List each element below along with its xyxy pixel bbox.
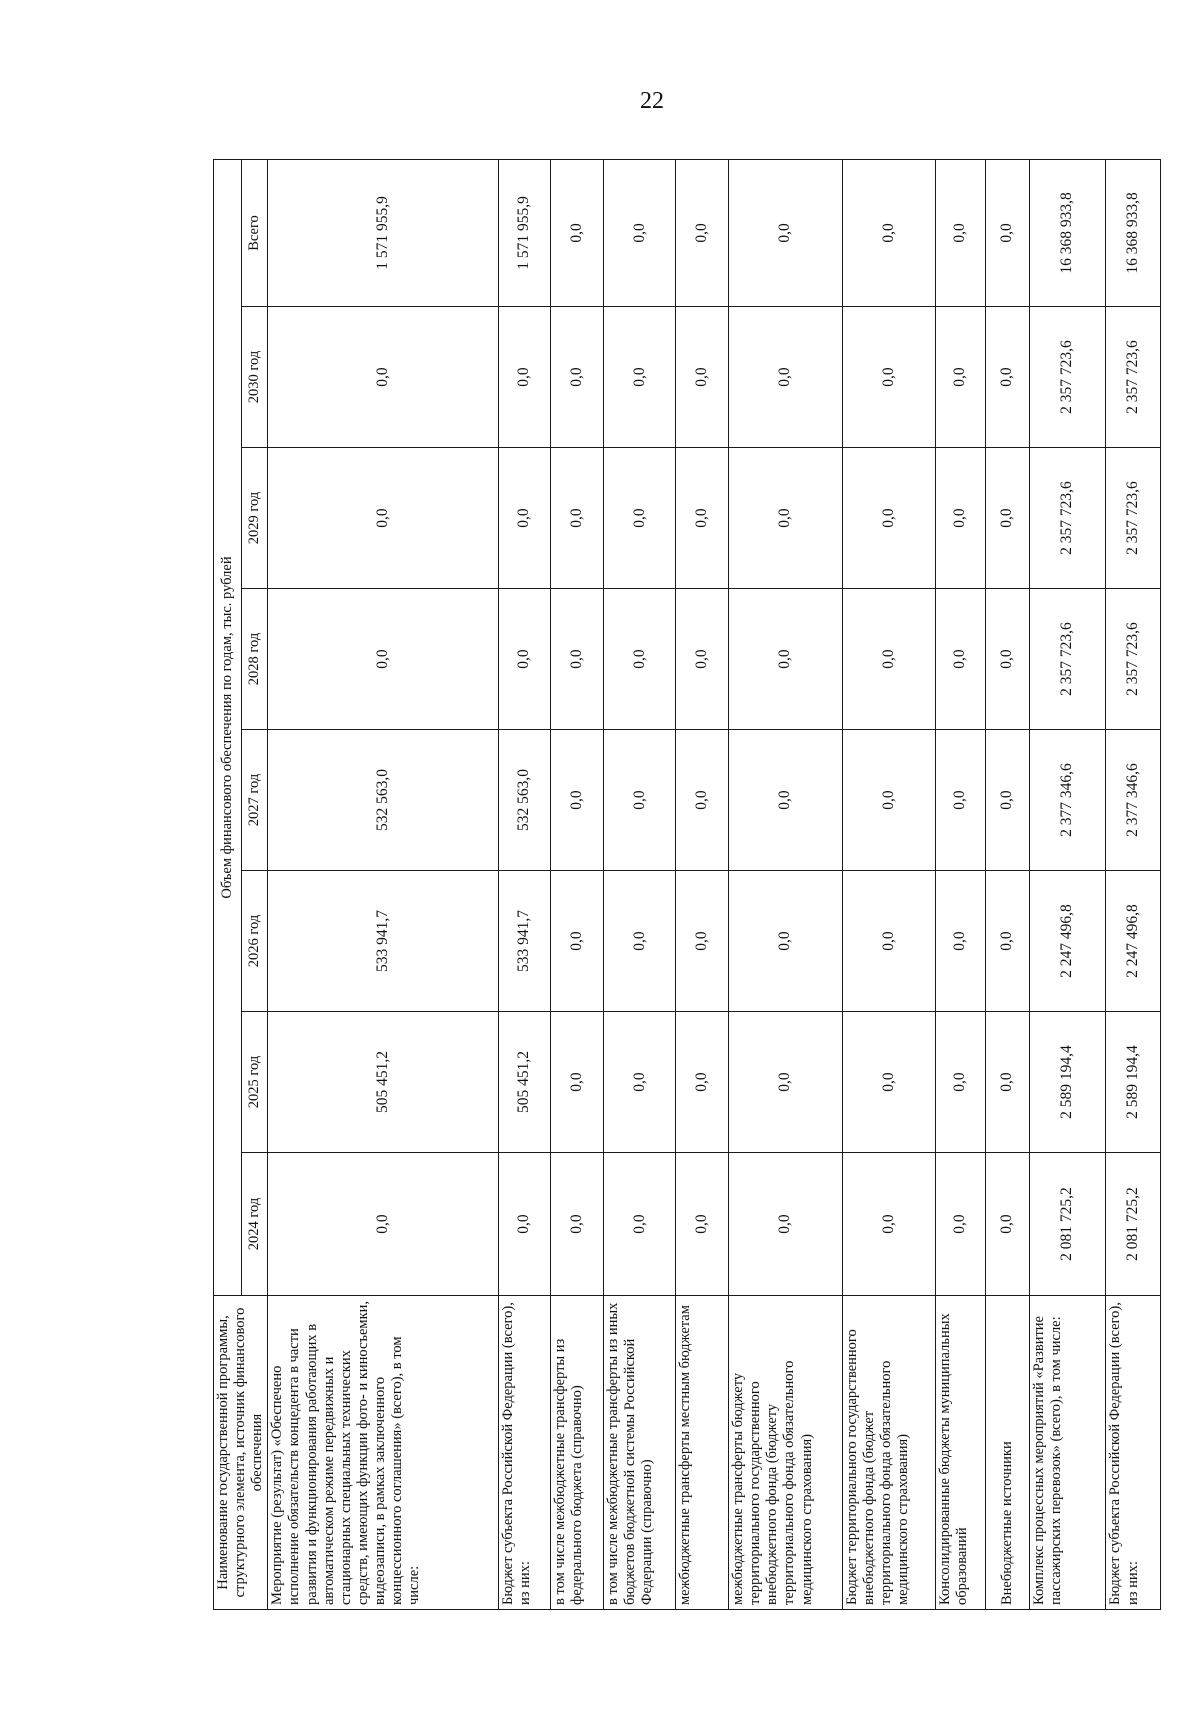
cell-value: 0,0 <box>268 307 498 448</box>
cell-value: 0,0 <box>843 1153 936 1296</box>
rotated-table-container <box>213 160 1158 1610</box>
row-name: Мероприятие (результат) «Обеспечено исполнение обязательств концедента в части развития и функционирования работающих в автоматическом режиме передвижных и стационарных специальных технических средств, имеющих функции фото- и киносъемки, видеозаписи, в рамках заключенного концессионного соглашения» (всего), в том числе: <box>268 1296 498 1610</box>
cell-value: 2 247 496,8 <box>1029 871 1106 1012</box>
cell-value: 0,0 <box>936 448 985 589</box>
cell-value: 0,0 <box>843 730 936 871</box>
header-year-2027: 2027 год <box>241 730 268 871</box>
cell-value: 2 357 723,6 <box>1106 589 1161 730</box>
header-year-2028: 2028 год <box>241 589 268 730</box>
header-year-2029: 2029 год <box>241 448 268 589</box>
table-row <box>985 159 1029 1609</box>
cell-value: 2 081 725,2 <box>1106 1153 1161 1296</box>
cell-value: 0,0 <box>604 448 676 589</box>
cell-value: 0,0 <box>604 159 676 306</box>
cell-value: 0,0 <box>843 448 936 589</box>
cell-value: 16 368 933,8 <box>1106 159 1161 306</box>
cell-value: 0,0 <box>843 871 936 1012</box>
cell-value: 0,0 <box>843 1012 936 1153</box>
cell-value: 0,0 <box>843 589 936 730</box>
cell-value: 533 941,7 <box>268 871 498 1012</box>
cell-value: 2 357 723,6 <box>1029 307 1106 448</box>
cell-value: 0,0 <box>985 871 1029 1012</box>
cell-value: 532 563,0 <box>268 730 498 871</box>
cell-value: 2 589 194,4 <box>1029 1012 1106 1153</box>
cell-value: 0,0 <box>604 1012 676 1153</box>
cell-value: 0,0 <box>985 589 1029 730</box>
table-row <box>729 159 843 1609</box>
cell-value: 0,0 <box>551 871 604 1012</box>
cell-value: 0,0 <box>843 307 936 448</box>
cell-value: 2 589 194,4 <box>1106 1012 1161 1153</box>
cell-value: 0,0 <box>268 1153 498 1296</box>
row-name: Бюджет территориального государственного внебюджетного фонда (бюджет территориального фонда обязательного медицинского страхования) <box>843 1296 936 1610</box>
table-row <box>936 159 985 1609</box>
row-name: в том числе межбюджетные трансферты из федерального бюджета (справочно) <box>551 1296 604 1610</box>
cell-value: 0,0 <box>551 589 604 730</box>
page-number: 22 <box>640 88 664 114</box>
cell-value: 0,0 <box>498 307 551 448</box>
header-year-2026: 2026 год <box>241 871 268 1012</box>
row-name: Внебюджетные источники <box>985 1296 1029 1610</box>
cell-value: 0,0 <box>729 1153 843 1296</box>
cell-value: 0,0 <box>551 1153 604 1296</box>
cell-value: 0,0 <box>268 589 498 730</box>
cell-value: 0,0 <box>729 589 843 730</box>
cell-value: 0,0 <box>551 307 604 448</box>
cell-value: 0,0 <box>985 307 1029 448</box>
cell-value: 0,0 <box>936 871 985 1012</box>
cell-value: 0,0 <box>936 730 985 871</box>
cell-value: 1 571 955,9 <box>268 159 498 306</box>
cell-value: 0,0 <box>985 730 1029 871</box>
cell-value: 0,0 <box>604 730 676 871</box>
cell-value: 0,0 <box>268 448 498 589</box>
cell-value: 0,0 <box>676 730 729 871</box>
cell-value: 0,0 <box>936 307 985 448</box>
cell-value: 0,0 <box>676 307 729 448</box>
cell-value: 2 377 346,6 <box>1029 730 1106 871</box>
table-row <box>843 159 936 1609</box>
table-row <box>268 159 498 1609</box>
cell-value: 0,0 <box>498 589 551 730</box>
table-row <box>604 159 676 1609</box>
table-row <box>676 159 729 1609</box>
cell-value: 2 357 723,6 <box>1029 448 1106 589</box>
cell-value: 2 357 723,6 <box>1029 589 1106 730</box>
cell-value: 0,0 <box>729 730 843 871</box>
cell-value: 0,0 <box>676 448 729 589</box>
cell-value: 2 357 723,6 <box>1106 307 1161 448</box>
cell-value: 0,0 <box>604 589 676 730</box>
cell-value: 0,0 <box>551 730 604 871</box>
cell-value: 2 377 346,6 <box>1106 730 1161 871</box>
table-row <box>498 159 551 1609</box>
cell-value: 2 081 725,2 <box>1029 1153 1106 1296</box>
cell-value: 0,0 <box>676 589 729 730</box>
cell-value: 0,0 <box>498 1153 551 1296</box>
cell-value: 533 941,7 <box>498 871 551 1012</box>
cell-value: 0,0 <box>604 1153 676 1296</box>
row-name: межбюджетные трансферты местным бюджетам <box>676 1296 729 1610</box>
cell-value: 0,0 <box>936 1153 985 1296</box>
header-year-2024: 2024 год <box>241 1153 268 1296</box>
cell-value: 16 368 933,8 <box>1029 159 1106 306</box>
cell-value: 532 563,0 <box>498 730 551 871</box>
row-name: Консолидированные бюджеты муниципальных образований <box>936 1296 985 1610</box>
cell-value: 0,0 <box>985 1012 1029 1153</box>
cell-value: 0,0 <box>676 871 729 1012</box>
cell-value: 0,0 <box>498 448 551 589</box>
cell-value: 0,0 <box>985 448 1029 589</box>
row-name: в том числе межбюджетные трансферты из иных бюджетов бюджетной системы Российской Федерации (справочно) <box>604 1296 676 1610</box>
cell-value: 0,0 <box>551 1012 604 1153</box>
cell-value: 1 571 955,9 <box>498 159 551 306</box>
cell-value: 0,0 <box>936 1012 985 1153</box>
cell-value: 0,0 <box>985 159 1029 306</box>
cell-value: 2 357 723,6 <box>1106 448 1161 589</box>
table-row <box>551 159 604 1609</box>
cell-value: 505 451,2 <box>268 1012 498 1153</box>
table-row <box>1029 159 1106 1609</box>
header-name-column: Наименование государственной программы, структурного элемента, источник финансового обеспечения <box>214 1296 268 1610</box>
cell-value: 0,0 <box>551 448 604 589</box>
cell-value: 0,0 <box>604 871 676 1012</box>
cell-value: 0,0 <box>729 1012 843 1153</box>
row-name: Комплекс процессных мероприятий «Развитие пассажирских перевозок» (всего), в том числе: <box>1029 1296 1106 1610</box>
row-name: межбюджетные трансферты бюджету территориального государственного внебюджетного фонда (бюджету территориального фонда обязательного медицинского страхования) <box>729 1296 843 1610</box>
cell-value: 0,0 <box>936 159 985 306</box>
cell-value: 0,0 <box>604 307 676 448</box>
cell-value: 0,0 <box>729 448 843 589</box>
header-total: Всего <box>241 159 268 306</box>
header-year-2025: 2025 год <box>241 1012 268 1153</box>
cell-value: 0,0 <box>729 871 843 1012</box>
cell-value: 2 247 496,8 <box>1106 871 1161 1012</box>
cell-value: 0,0 <box>843 159 936 306</box>
row-name: Бюджет субъекта Российской Федерации (всего), из них: <box>498 1296 551 1610</box>
cell-value: 0,0 <box>729 307 843 448</box>
cell-value: 0,0 <box>729 159 843 306</box>
cell-value: 0,0 <box>676 1012 729 1153</box>
header-funding-group: Объем финансового обеспечения по годам, тыс. рублей <box>214 159 242 1295</box>
cell-value: 505 451,2 <box>498 1012 551 1153</box>
cell-value: 0,0 <box>985 1153 1029 1296</box>
cell-value: 0,0 <box>676 1153 729 1296</box>
financing-table <box>213 159 1161 1610</box>
cell-value: 0,0 <box>551 159 604 306</box>
cell-value: 0,0 <box>676 159 729 306</box>
row-name: Бюджет субъекта Российской Федерации (всего), из них: <box>1106 1296 1161 1610</box>
cell-value: 0,0 <box>936 589 985 730</box>
table-row <box>1106 159 1161 1609</box>
header-year-2030: 2030 год <box>241 307 268 448</box>
